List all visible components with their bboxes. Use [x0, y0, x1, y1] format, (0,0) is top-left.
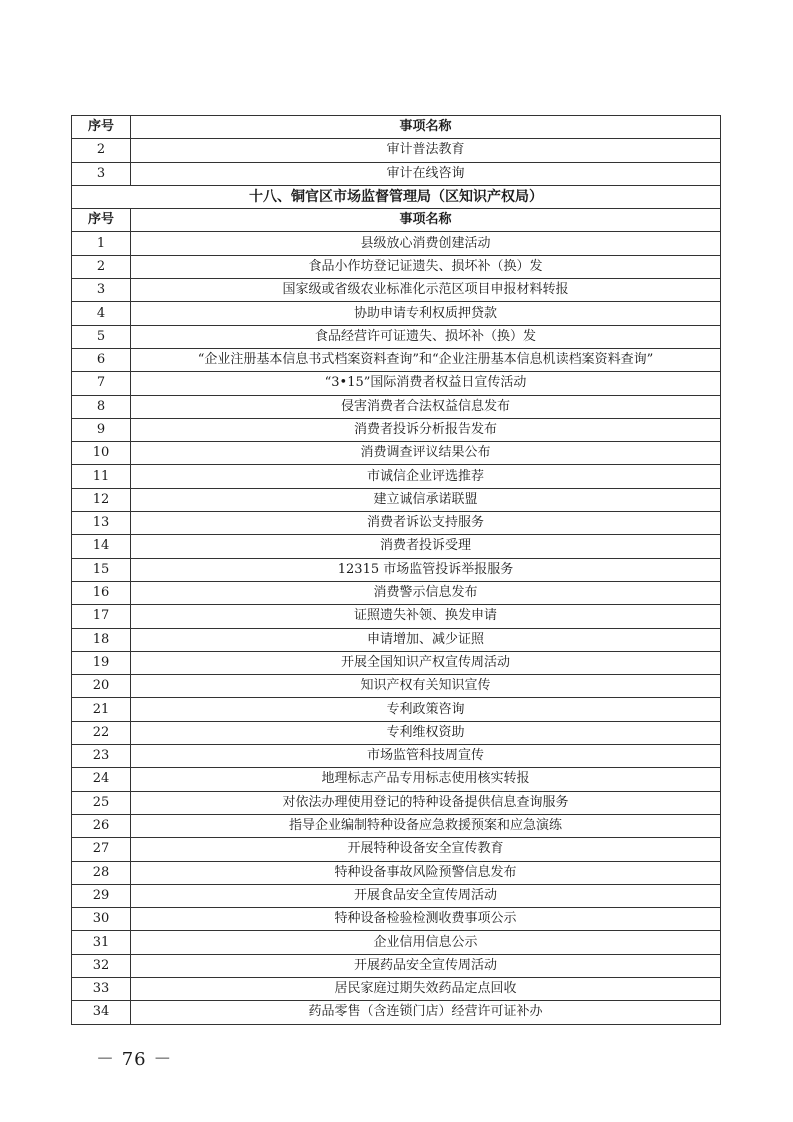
table-row — [72, 512, 721, 535]
row-no: 31 — [72, 931, 131, 954]
row-no: 23 — [72, 745, 131, 768]
row-no: 2 — [72, 255, 131, 278]
row-name: 居民家庭过期失效药品定点回收 — [131, 977, 721, 1000]
table-row — [72, 745, 721, 768]
row-name: 市场监管科技周宣传 — [131, 745, 721, 768]
row-name: 县级放心消费创建活动 — [131, 232, 721, 255]
row-name: 指导企业编制特种设备应急救援预案和应急演练 — [131, 814, 721, 837]
section-title: 十八、铜官区市场监督管理局（区知识产权局） — [72, 185, 721, 208]
table-row — [72, 232, 721, 255]
table-row — [72, 698, 721, 721]
table-row — [72, 977, 721, 1000]
row-name: 协助申请专利权质押贷款 — [131, 302, 721, 325]
table-row — [72, 255, 721, 278]
row-name: 专利维权资助 — [131, 721, 721, 744]
table-row — [72, 838, 721, 861]
row-name: 12315 市场监管投诉举报服务 — [131, 558, 721, 581]
table-row — [72, 954, 721, 977]
row-no: 34 — [72, 1001, 131, 1024]
row-no: 2 — [72, 139, 131, 162]
row-name: 药品零售（含连锁门店）经营许可证补办 — [131, 1001, 721, 1024]
table-row — [72, 442, 721, 465]
row-no: 24 — [72, 768, 131, 791]
row-name: 申请增加、减少证照 — [131, 628, 721, 651]
row-name: 对依法办理使用登记的特种设备提供信息查询服务 — [131, 791, 721, 814]
row-no: 28 — [72, 861, 131, 884]
table-row — [72, 162, 721, 185]
row-no: 27 — [72, 838, 131, 861]
table-row — [72, 558, 721, 581]
table-row — [72, 814, 721, 837]
row-no: 17 — [72, 605, 131, 628]
row-no: 18 — [72, 628, 131, 651]
table-row — [72, 279, 721, 302]
row-no: 3 — [72, 162, 131, 185]
row-name: 审计普法教育 — [131, 139, 721, 162]
table-row — [72, 721, 721, 744]
header-name: 事项名称 — [131, 116, 721, 139]
row-no: 4 — [72, 302, 131, 325]
row-no: 33 — [72, 977, 131, 1000]
table-header-row — [72, 116, 721, 139]
table-row — [72, 861, 721, 884]
row-no: 10 — [72, 442, 131, 465]
row-name: 开展特种设备安全宣传教育 — [131, 838, 721, 861]
row-no: 5 — [72, 325, 131, 348]
row-name: 开展药品安全宣传周活动 — [131, 954, 721, 977]
table-row — [72, 325, 721, 348]
row-name: 审计在线咨询 — [131, 162, 721, 185]
row-no: 16 — [72, 581, 131, 604]
table-row — [72, 931, 721, 954]
row-name: 证照遗失补领、换发申请 — [131, 605, 721, 628]
row-name: 特种设备事故风险预警信息发布 — [131, 861, 721, 884]
row-no: 32 — [72, 954, 131, 977]
table-row — [72, 395, 721, 418]
row-no: 3 — [72, 279, 131, 302]
row-name: “3•15”国际消费者权益日宣传活动 — [131, 372, 721, 395]
table-row — [72, 139, 721, 162]
table-row — [72, 488, 721, 511]
header-no: 序号 — [72, 116, 131, 139]
table-row — [72, 651, 721, 674]
table-row — [72, 908, 721, 931]
row-no: 12 — [72, 488, 131, 511]
table-row — [72, 884, 721, 907]
row-no: 26 — [72, 814, 131, 837]
row-name: 国家级或省级农业标准化示范区项目申报材料转报 — [131, 279, 721, 302]
row-name: 消费调查评议结果公布 — [131, 442, 721, 465]
row-name: 开展食品安全宣传周活动 — [131, 884, 721, 907]
section-header-no: 序号 — [72, 209, 131, 232]
row-name: 建立诚信承诺联盟 — [131, 488, 721, 511]
row-name: 专利政策咨询 — [131, 698, 721, 721]
table-row — [72, 535, 721, 558]
row-no: 15 — [72, 558, 131, 581]
table-row — [72, 418, 721, 441]
row-no: 7 — [72, 372, 131, 395]
section-title-row — [72, 185, 721, 208]
table-row — [72, 465, 721, 488]
section-header-row — [72, 209, 721, 232]
row-no: 19 — [72, 651, 131, 674]
table-row — [72, 372, 721, 395]
row-no: 20 — [72, 675, 131, 698]
table-row — [72, 675, 721, 698]
table-row — [72, 768, 721, 791]
table-row — [72, 302, 721, 325]
row-no: 11 — [72, 465, 131, 488]
row-name: 地理标志产品专用标志使用核实转报 — [131, 768, 721, 791]
table-row — [72, 581, 721, 604]
row-name: 企业信用信息公示 — [131, 931, 721, 954]
row-name: 消费者投诉受理 — [131, 535, 721, 558]
row-name: 食品经营许可证遗失、损坏补（换）发 — [131, 325, 721, 348]
row-name: 食品小作坊登记证遗失、损坏补（换）发 — [131, 255, 721, 278]
row-name: 市诚信企业评选推荐 — [131, 465, 721, 488]
table-body — [72, 116, 721, 1025]
row-name: 消费者投诉分析报告发布 — [131, 418, 721, 441]
table-row — [72, 628, 721, 651]
row-no: 6 — [72, 348, 131, 371]
row-no: 1 — [72, 232, 131, 255]
row-name: 消费警示信息发布 — [131, 581, 721, 604]
service-items-table — [71, 115, 721, 1025]
row-name: 知识产权有关知识宣传 — [131, 675, 721, 698]
row-no: 22 — [72, 721, 131, 744]
row-name: 侵害消费者合法权益信息发布 — [131, 395, 721, 418]
row-no: 13 — [72, 512, 131, 535]
table-row — [72, 1001, 721, 1024]
row-no: 21 — [72, 698, 131, 721]
row-no: 14 — [72, 535, 131, 558]
row-no: 29 — [72, 884, 131, 907]
row-no: 9 — [72, 418, 131, 441]
row-no: 25 — [72, 791, 131, 814]
section-header-name: 事项名称 — [131, 209, 721, 232]
row-no: 30 — [72, 908, 131, 931]
table-row — [72, 605, 721, 628]
row-name: 特种设备检验检测收费事项公示 — [131, 908, 721, 931]
row-name: 消费者诉讼支持服务 — [131, 512, 721, 535]
row-no: 8 — [72, 395, 131, 418]
row-name: 开展全国知识产权宣传周活动 — [131, 651, 721, 674]
table-row — [72, 348, 721, 371]
table-row — [72, 791, 721, 814]
page-number: － 76 － — [96, 1049, 173, 1070]
row-name: “企业注册基本信息书式档案资料查询”和“企业注册基本信息机读档案资料查询” — [131, 348, 721, 371]
